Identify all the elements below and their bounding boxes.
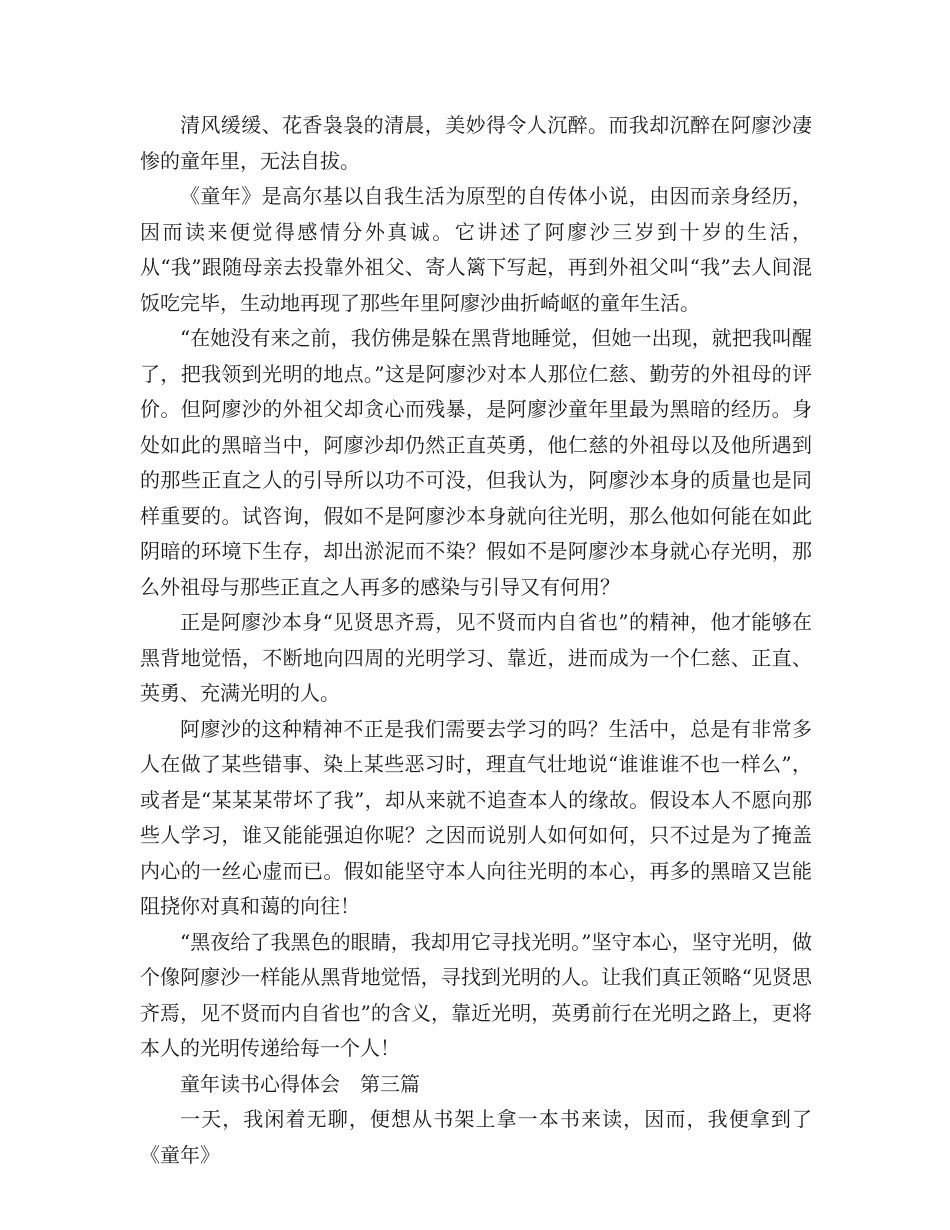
- paragraph-2: 《童年》是高尔基以自我生活为原型的自传体小说，由因而亲身经历，因而读来便觉得感情分外真诚。它讲述了阿廖沙三岁到十岁的生活，从“我”跟随母亲去投靠外祖父、寄人篱下写起，再到外祖父叫“我”去人间混饭吃完毕，生动地再现了那些年里阿廖沙曲折崎岖的童年生活。: [140, 184, 812, 315]
- section-heading: 童年读书心得体会 第三篇: [180, 1071, 420, 1096]
- document-body: [140, 108, 812, 1173]
- final-paragraph: 一天，我闲着无聊，便想从书架上拿一本书来读，因而，我便拿到了《童年》: [140, 1107, 812, 1167]
- paragraph-5: 阿廖沙的这种精神不正是我们需要去学习的吗？生活中，总是有非常多人在做了某些错事、染上某些恶习时，理直气壮地说“谁谁谁不也一样么”，或者是“某某某带坏了我”，却从来就不追查本人的缘故。假设本人不愿向那些人学习，谁又能能强迫你呢？之因而说别人如何如何，只不过是为了掩盖内心的一丝心虚而已。假如能坚守本人向往光明的本心，再多的黑暗又岂能阻挠你对真和蔼的向往！: [140, 716, 812, 918]
- paragraph-1: 清风缓缓、花香袅袅的清晨，美妙得令人沉醉。而我却沉醉在阿廖沙凄惨的童年里，无法自拔。: [140, 113, 812, 173]
- paragraph-6: “黑夜给了我黑色的眼睛，我却用它寻找光明。”坚守本心，坚守光明，做个像阿廖沙一样能从黑背地觉悟，寻找到光明的人。让我们真正领略“见贤思齐焉，见不贤而内自省也”的含义，靠近光明，英勇前行在光明之路上，更将本人的光明传递给每一个人！: [140, 929, 812, 1060]
- paragraph-3: “在她没有来之前，我仿佛是躲在黑背地睡觉，但她一出现，就把我叫醒了，把我领到光明的地点。”这是阿廖沙对本人那位仁慈、勤劳的外祖母的评价。但阿廖沙的外祖父却贪心而残暴，是阿廖沙童年里最为黑暗的经历。身处如此的黑暗当中，阿廖沙却仍然正直英勇，他仁慈的外祖母以及他所遇到的那些正直之人的引导所以功不可没，但我认为，阿廖沙本身的质量也是同样重要的。试咨询，假如不是阿廖沙本身就向往光明，那么他如何能在如此阴暗的环境下生存，却出淤泥而不染？假如不是阿廖沙本身就心存光明，那么外祖母与那些正直之人再多的感染与引导又有何用？: [140, 326, 812, 599]
- paragraph-4: 正是阿廖沙本身“见贤思齐焉，见不贤而内自省也”的精神，他才能够在黑背地觉悟，不断地向四周的光明学习、靠近，进而成为一个仁慈、正直、英勇、充满光明的人。: [140, 610, 812, 705]
